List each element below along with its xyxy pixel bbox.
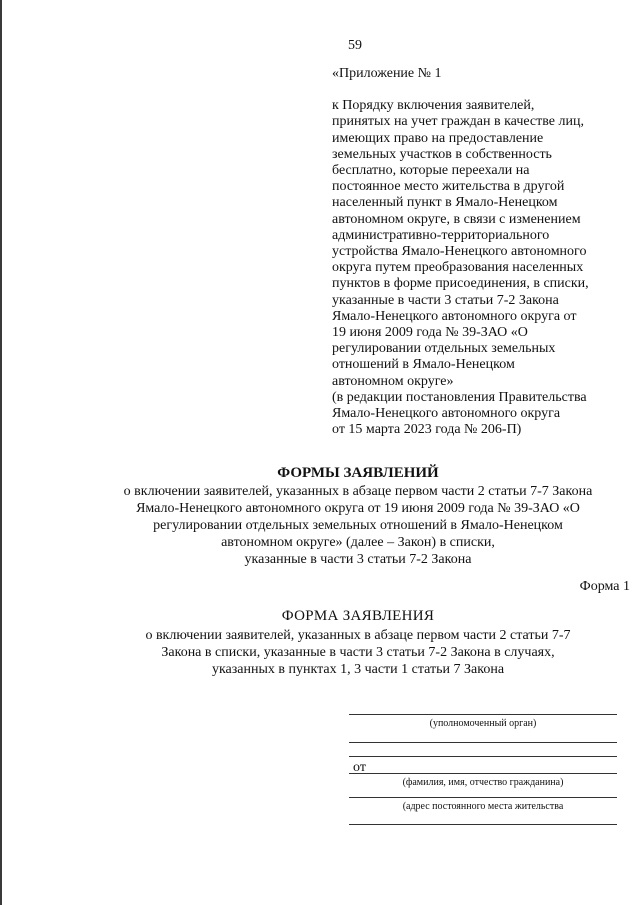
authority-extra-line[interactable] — [349, 756, 617, 757]
forms-subheading-line: регулировании отдельных земельных отношений в Ямало-Ненецком — [153, 518, 563, 533]
page-number: 59 — [348, 38, 362, 53]
forms-subheading — [0, 483, 640, 568]
form-subheading-line: указанных в пунктах 1, 3 части 1 статьи 7 Закона — [211, 662, 505, 677]
form-subheading — [0, 627, 640, 678]
appendix-line: административно-территориального — [332, 227, 550, 243]
appendix-line: от 15 марта 2023 года № 206-П) — [332, 422, 522, 438]
appendix-line: Ямало-Ненецкого автономного округа — [332, 406, 561, 422]
scan-edge — [0, 0, 2, 905]
appendix-line: автономном округе, в связи с изменением — [332, 211, 581, 227]
appendix-line: (в редакции постановления Правительства — [332, 389, 587, 405]
appendix-line: Ямало-Ненецкого автономного округа от — [332, 308, 577, 324]
appendix-line: 19 июня 2009 года № 39-ЗАО «О — [332, 325, 528, 341]
appendix-line: имеющих право на предоставление — [332, 130, 544, 146]
form-subheading-line: о включении заявителей, указанных в абзаце первом части 2 статьи 7-7 — [145, 628, 571, 643]
forms-subheading-line: о включении заявителей, указанных в абзаце первом части 2 статьи 7-7 Закона — [123, 484, 593, 499]
appendix-block — [332, 66, 632, 438]
appendix-line: устройства Ямало-Ненецкого автономного — [332, 244, 587, 260]
forms-subheading-line: указанные в части 3 статьи 7-2 Закона — [244, 552, 472, 567]
appendix-line: округа путем преобразования населенных — [332, 260, 584, 276]
address-caption: (адрес постоянного места жительства — [402, 801, 564, 812]
appendix-line: земельных участков в собственность — [332, 146, 552, 162]
form-title: ФОРМА ЗАЯВЛЕНИЯ — [281, 608, 435, 624]
from-label: от — [353, 760, 366, 775]
appendix-line: к Порядку включения заявителей, — [332, 98, 535, 114]
form-number: Форма 1 — [579, 579, 630, 594]
name-caption: (фамилия, имя, отчество гражданина) — [402, 777, 564, 788]
forms-heading: ФОРМЫ ЗАЯВЛЕНИЙ — [277, 465, 439, 481]
appendix-line: указанные в части 3 статьи 7-2 Закона — [332, 292, 559, 308]
appendix-line: пунктов в форме присоединения, в списки, — [332, 276, 589, 292]
address-extra-line[interactable] — [349, 824, 617, 825]
appendix-line: бесплатно, которые переехали на — [332, 163, 530, 179]
authority-extra-line[interactable] — [349, 742, 617, 743]
address-field-line[interactable] — [349, 797, 617, 798]
forms-subheading-line: Ямало-Ненецкого автономного округа от 19 июня 2009 года № 39-ЗАО «О — [136, 501, 580, 516]
appendix-line: принятых на учет граждан в качестве лиц, — [332, 114, 584, 130]
forms-subheading-line: автономном округе» (далее – Закон) в списки, — [221, 535, 495, 550]
appendix-line: регулировании отдельных земельных — [332, 341, 556, 357]
name-field-line[interactable] — [349, 773, 617, 774]
appendix-title: «Приложение № 1 — [332, 66, 442, 81]
appendix-line: автономном округе» — [332, 373, 454, 389]
authority-caption: (уполномоченный орган) — [429, 718, 537, 729]
appendix-line: постоянное место жительства в другой — [332, 179, 565, 195]
appendix-line: отношений в Ямало-Ненецком — [332, 357, 515, 373]
authority-field-line[interactable] — [349, 714, 617, 715]
form-subheading-line: Закона в списки, указанные в части 3 статьи 7-2 Закона в случаях, — [161, 645, 555, 660]
appendix-line: населенный пункт в Ямало-Ненецком — [332, 195, 558, 211]
